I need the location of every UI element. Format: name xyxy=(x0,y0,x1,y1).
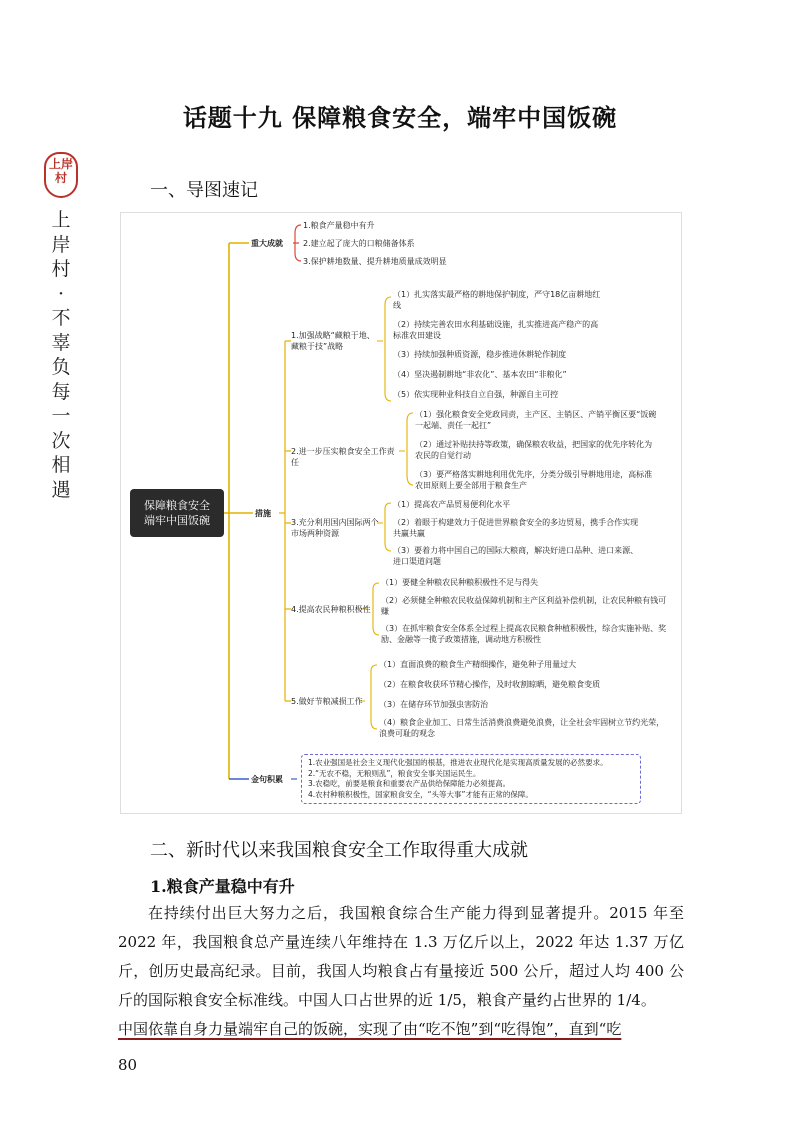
measure-1-item-1: （1）扎实落实最严格的耕地保护制度，严守18亿亩耕地红线 xyxy=(393,290,601,310)
brace-measure-2 xyxy=(399,413,413,485)
root-line-2: 端牢中国饭碗 xyxy=(144,514,210,527)
measure-5-label: 5.做好节粮减损工作 xyxy=(291,697,363,706)
measure-3-item-3: （3）要着力将中国自己的国际大粮商，解决好进口品种、进口来源、进口渠道问题 xyxy=(393,546,639,566)
achievement-3: 3.保护耕地数量、提升耕地质量成效明显 xyxy=(303,257,447,266)
measure-2-item-1: （1）强化粮食安全党政同责，主产区、主销区、产销平衡区要“饭碗一起端、责任一起扛” xyxy=(415,410,657,430)
mindmap xyxy=(120,212,682,814)
brace-measure-3 xyxy=(377,503,391,551)
measure-4-item-1: （1）要健全种粮农民种粮积极性不足与得失 xyxy=(381,578,539,587)
quotes-box xyxy=(301,754,641,804)
measure-1-item-3: （3）持续加强种质资源，稳步推进休耕轮作制度 xyxy=(393,350,567,359)
quote-3: 3.农稳吃，前要是粮食和重要农产品供给保障能力必须提高。 xyxy=(308,779,511,788)
measure-1-label: 1.加强战略“藏粮于地、藏粮于技”战略 xyxy=(291,331,375,351)
measure-3-item-2: （2）着眼于构建效力于促进世界粮食安全的多边贸易，携手合作实现共赢共赢 xyxy=(393,518,639,538)
measure-1-item-4: （4）坚决遏制耕地“非农化”、基本农田“非粮化” xyxy=(393,370,567,379)
branch-achievements: 重大成就 xyxy=(251,239,283,248)
root-line-1: 保障粮食安全 xyxy=(144,499,210,512)
measures-spine xyxy=(279,341,291,701)
page-number: 80 xyxy=(118,1056,138,1074)
brace-measure-1 xyxy=(377,297,391,401)
measure-5-item-2: （2）在粮食收获环节精心操作，及时收割晾晒，避免粮食变质 xyxy=(379,680,601,689)
measure-5-item-4: （4）粮食企业加工、日常生活消费浪费避免浪费，让全社会牢固树立节约光荣，浪费可耻的观念 xyxy=(379,718,665,738)
quote-4: 4.农村种粮积极性，国家粮食安全，“头等大事”才能有正常的保障。 xyxy=(308,789,533,799)
achievement-2: 2.建立起了庞大的口粮储备体系 xyxy=(303,239,415,248)
measure-3-label: 3.充分利用国内国际两个市场两种资源 xyxy=(291,518,379,538)
measure-3-item-1: （1）提高农产品贸易便利化水平 xyxy=(393,500,511,509)
measure-1-item-2: （2）持续完善农田水利基础设施，扎实推进高产稳产的高标准农田建设 xyxy=(393,320,599,340)
measure-2-item-3: （3）要严格落实耕地利用优先序，分类分级引导耕地用途，高标准农田原则上要全部用于粮食生产 xyxy=(415,470,653,490)
brand-seal-logo: 上岸村 xyxy=(44,152,78,198)
measure-1-item-5: （5）依实现种业科技自立自强，种源自主可控 xyxy=(393,390,559,399)
trunk-line xyxy=(224,243,229,779)
paragraph-1: 在持续付出巨大努力之后，我国粮食综合生产能力得到显著提升。2015 年至 2022 年，我国粮食总产量连续八年维持在 1.3 万亿斤以上，2022 年达 1.37 万亿斤，创历史最高纪录。目前，我国人均粮食占有量接近 500 公斤，超过人均 400 公斤的国际粮食安全标准线。中国人口占世界的近 1/5，粮食产量约占世界的 1/4。 xyxy=(118,904,684,1009)
section-heading-achievements: 二、新时代以来我国粮食安全工作取得重大成就 xyxy=(150,840,528,861)
branch-measures: 措施 xyxy=(255,509,271,518)
achievement-1: 1.粮食产量稳中有升 xyxy=(303,221,375,230)
page-title: 话题十九 保障粮食安全，端牢中国饭碗 xyxy=(182,103,618,132)
section-heading-mindmap: 一、导图速记 xyxy=(150,180,258,201)
quote-1: 1.农业强国是社会主义现代化强国的根基，推进农业现代化是实现高质量发展的必然要求。 xyxy=(308,758,608,767)
subsection-heading: 1.粮食产量稳中有升 xyxy=(150,877,295,896)
brace-achievements xyxy=(293,225,301,261)
sidebar-vertical-slogan: 上岸村·不辜负每一次相遇 xyxy=(51,209,71,501)
measure-5-item-3: （3）在储存环节加强虫害防治 xyxy=(379,700,489,709)
measure-5-item-1: （1）直面浪费的粮食生产精细操作，避免种子用量过大 xyxy=(379,660,577,669)
body-text xyxy=(118,899,684,1044)
measure-4-item-2: （2）必须健全种粮农民收益保障机制和主产区利益补偿机制，让农民种粮有钱可赚 xyxy=(381,596,667,616)
mindmap-root xyxy=(130,489,224,537)
measure-4-label: 4.提高农民种粮积极性 xyxy=(291,605,371,614)
measure-4-item-3: （3）在抓牢粮食安全体系全过程上提高农民粮食种植积极性，综合实施补贴、奖励、金融等一揽子政策措施，调动地方积极性 xyxy=(381,624,667,644)
underlined-sentence: 中国依靠自身力量端牢自己的饭碗，实现了由“吃不饱”到“吃得饱”，直到“吃 xyxy=(118,1020,622,1038)
quote-2: 2.“无农不稳，无粮则乱”，粮食安全事关国运民生。 xyxy=(308,768,481,778)
measure-2-label: 2.进一步压实粮食安全工作责任 xyxy=(291,447,395,467)
branch-quotes: 金句积累 xyxy=(251,775,283,784)
measure-2-item-2: （2）通过补贴扶持等政策，确保粮农收益，把国家的优先序转化为农民的自觉行动 xyxy=(415,440,653,460)
